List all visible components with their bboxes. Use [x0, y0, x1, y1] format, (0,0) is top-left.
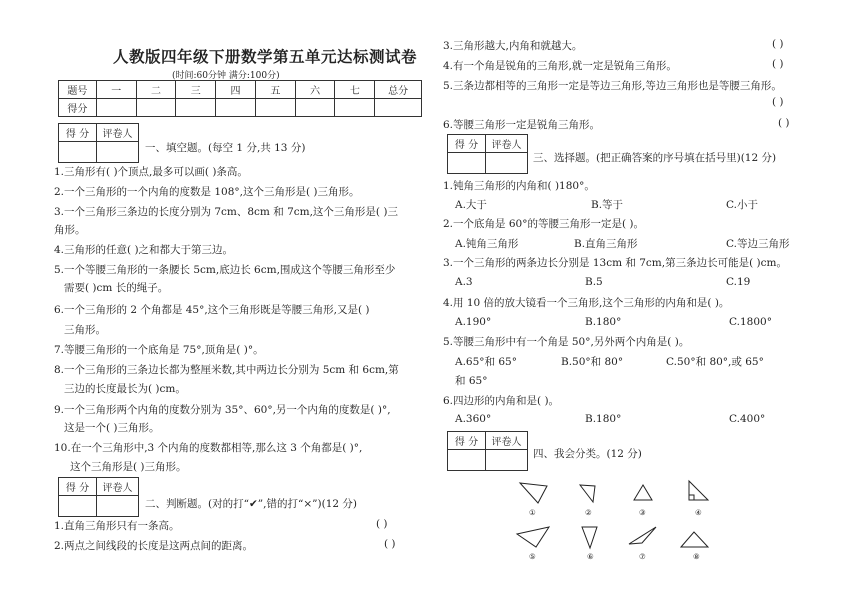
question-line: 10.在一个三角形中,3 个内角的度数都相等,那么这 3 个角都是( )°, [54, 442, 363, 454]
grader-score-label: 得 分 [59, 124, 97, 142]
shape-label: ① [529, 508, 536, 517]
section-heading: 三、选择题。(把正确答案的序号填在括号里)(12 分) [533, 152, 777, 164]
grader-name-label: 评卷人 [97, 124, 139, 142]
choice-question: 6.四边形的内角和是( )。 [443, 395, 560, 407]
choice-option[interactable]: B.5 [585, 276, 603, 288]
judge-item: 2.两点之间线段的长度是这两点间的距离。 [54, 540, 254, 552]
score-header-cell: 总分 [375, 81, 422, 99]
score-table-header-row [59, 81, 422, 99]
answer-paren[interactable]: ( ) [778, 117, 790, 129]
choice-option[interactable]: C.50°和 80°,或 65° [666, 356, 764, 368]
grader-name-label: 评卷人 [486, 135, 528, 153]
triangle-shape-8 [582, 527, 597, 548]
grader-box [58, 123, 139, 163]
score-header-cell: 三 [176, 81, 216, 99]
grader-name-cell[interactable] [486, 450, 528, 471]
answer-paren[interactable]: ( ) [772, 58, 784, 70]
choice-option[interactable]: C.400° [729, 413, 766, 425]
question-line: 三角形。 [64, 324, 106, 336]
grader-score-cell[interactable] [448, 450, 486, 471]
grader-name-cell[interactable] [486, 153, 528, 174]
triangle-shape-9 [681, 532, 708, 547]
choice-option[interactable]: C.等边三角形 [726, 238, 790, 250]
choice-question: 1.钝角三角形的内角和( )180°。 [443, 180, 595, 192]
choice-option[interactable]: A.190° [455, 316, 492, 328]
shape-label: ⑦ [639, 552, 646, 561]
grader-box [58, 477, 139, 517]
question-line: 三边的长度最长为( )cm。 [64, 383, 186, 395]
choice-option[interactable]: A.3 [455, 276, 473, 288]
judge-item: 1.直角三角形只有一条高。 [54, 520, 180, 532]
choice-option[interactable]: A.360° [455, 413, 492, 425]
score-header-cell: 六 [295, 81, 335, 99]
choice-option[interactable]: C.19 [726, 276, 751, 288]
score-cell[interactable] [96, 99, 136, 117]
choice-option-continued: 和 65° [455, 375, 488, 387]
choice-option[interactable]: B.180° [585, 413, 622, 425]
judge-item: 3.三角形越大,内角和就越大。 [443, 40, 583, 52]
judge-item: 5.三条边都相等的三角形一定是等边三角形,等边三角形也是等腰三角形。 [443, 80, 782, 92]
score-header-cell: 二 [136, 81, 176, 99]
choice-question: 2.一个底角是 60°的等腰三角形一定是( )。 [443, 218, 644, 230]
choice-option[interactable]: A.钝角三角形 [455, 238, 519, 250]
section-heading: 二、判断题。(对的打“✔”,错的打“×”)(12 分) [145, 498, 357, 510]
choice-option[interactable]: B.180° [585, 316, 622, 328]
shape-label: ⑧ [693, 552, 700, 561]
triangle-shape-7 [629, 527, 656, 544]
score-table [58, 80, 422, 117]
score-cell[interactable] [216, 99, 256, 117]
exam-subtitle: (时间:60分钟 满分:100分) [172, 71, 280, 81]
score-row-label: 得分 [59, 99, 97, 117]
question-line: 这是一个( )三角形。 [64, 422, 160, 434]
question-line: 9.一个三角形两个内角的度数分别为 35°、60°,另一个内角的度数是( )°, [54, 404, 391, 416]
judge-item: 4.有一个角是锐角的三角形,就一定是锐角三角形。 [443, 60, 677, 72]
choice-question: 4.用 10 倍的放大镜看一个三角形,这个三角形的内角和是( )。 [443, 297, 730, 309]
question-line: 角形。 [54, 224, 86, 236]
choice-question: 5.等腰三角形中有一个角是 50°,另外两个内角是( )。 [443, 336, 690, 348]
grader-name-cell[interactable] [97, 496, 139, 517]
grader-name-cell[interactable] [97, 142, 139, 163]
shape-label: ③ [639, 508, 646, 517]
grader-score-cell[interactable] [448, 153, 486, 174]
score-header-cell: 五 [255, 81, 295, 99]
triangle-shape-1 [520, 483, 547, 503]
triangle-shape-2 [580, 485, 595, 502]
choice-option[interactable]: B.等于 [591, 199, 624, 211]
answer-paren[interactable]: ( ) [376, 518, 388, 530]
grader-box [447, 431, 528, 471]
answer-paren[interactable]: ( ) [772, 38, 784, 50]
triangle-shape-3 [634, 485, 652, 500]
grader-score-label: 得 分 [448, 135, 486, 153]
grader-name-label: 评卷人 [97, 478, 139, 496]
question-line: 2.一个三角形的一个内角的度数是 108°,这个三角形是( )三角形。 [54, 186, 360, 198]
question-line: 8.一个三角形的三条边长都为整厘米数,其中两边长分别为 5cm 和 6cm,第 [54, 364, 399, 376]
score-cell[interactable] [375, 99, 422, 117]
answer-paren[interactable]: ( ) [384, 538, 396, 550]
question-line: 5.一个等腰三角形的一条腰长 5cm,底边长 6cm,围成这个等腰三角形至少 [54, 264, 396, 276]
section-heading: 四、我会分类。(12 分) [533, 448, 642, 460]
choice-option[interactable]: A.65°和 65° [455, 356, 517, 368]
score-cell[interactable] [176, 99, 216, 117]
choice-option[interactable]: B.直角三角形 [574, 238, 638, 250]
choice-option[interactable]: B.50°和 80° [561, 356, 624, 368]
grader-box [447, 134, 528, 174]
choice-option[interactable]: A.大于 [455, 199, 487, 211]
shape-label: ⑤ [529, 552, 536, 561]
judge-item: 6.等腰三角形一定是锐角三角形。 [443, 119, 601, 131]
grader-score-cell[interactable] [59, 496, 97, 517]
score-header-cell: 七 [335, 81, 375, 99]
grader-score-label: 得 分 [448, 432, 486, 450]
right-angle-mark [689, 495, 694, 500]
grader-name-label: 评卷人 [486, 432, 528, 450]
triangle-shape-6 [517, 527, 549, 547]
score-cell[interactable] [295, 99, 335, 117]
score-cell[interactable] [255, 99, 295, 117]
score-cell[interactable] [136, 99, 176, 117]
shape-label: ④ [695, 508, 702, 517]
question-line: 7.等腰三角形的一个底角是 75°,顶角是( )°。 [54, 344, 264, 356]
shape-label: ② [585, 508, 592, 517]
question-line: 3.一个三角形三条边的长度分别为 7cm、8cm 和 7cm,这个三角形是( )三 [54, 206, 398, 218]
shape-label: ⑥ [587, 552, 594, 561]
score-header-cell: 题号 [59, 81, 97, 99]
choice-option[interactable]: C.1800° [729, 316, 772, 328]
score-header-cell: 四 [216, 81, 256, 99]
answer-paren[interactable]: ( ) [772, 96, 784, 108]
choice-question: 3.一个三角形的两条边长分别是 13cm 和 7cm,第三条边长可能是( )cm。 [443, 257, 787, 269]
choice-option[interactable]: C.小于 [726, 199, 758, 211]
page-title: 人教版四年级下册数学第五单元达标测试卷 [113, 48, 418, 66]
question-line: 4.三角形的任意( )之和都大于第三边。 [54, 244, 234, 256]
grader-score-label: 得 分 [59, 478, 97, 496]
triangle-shape-4 [689, 481, 708, 500]
question-line: 6.一个三角形的 2 个角都是 45°,这个三角形既是等腰三角形,又是( ) [54, 304, 370, 316]
score-table-score-row [59, 99, 422, 117]
score-cell[interactable] [335, 99, 375, 117]
score-header-cell: 一 [96, 81, 136, 99]
grader-score-cell[interactable] [59, 142, 97, 163]
section-heading: 一、填空题。(每空 1 分,共 13 分) [145, 142, 306, 154]
question-line: 需要( )cm 长的绳子。 [64, 282, 169, 294]
question-line: 这个三角形是( )三角形。 [70, 461, 187, 473]
question-line: 1.三角形有( )个顶点,最多可以画( )条高。 [54, 166, 248, 178]
